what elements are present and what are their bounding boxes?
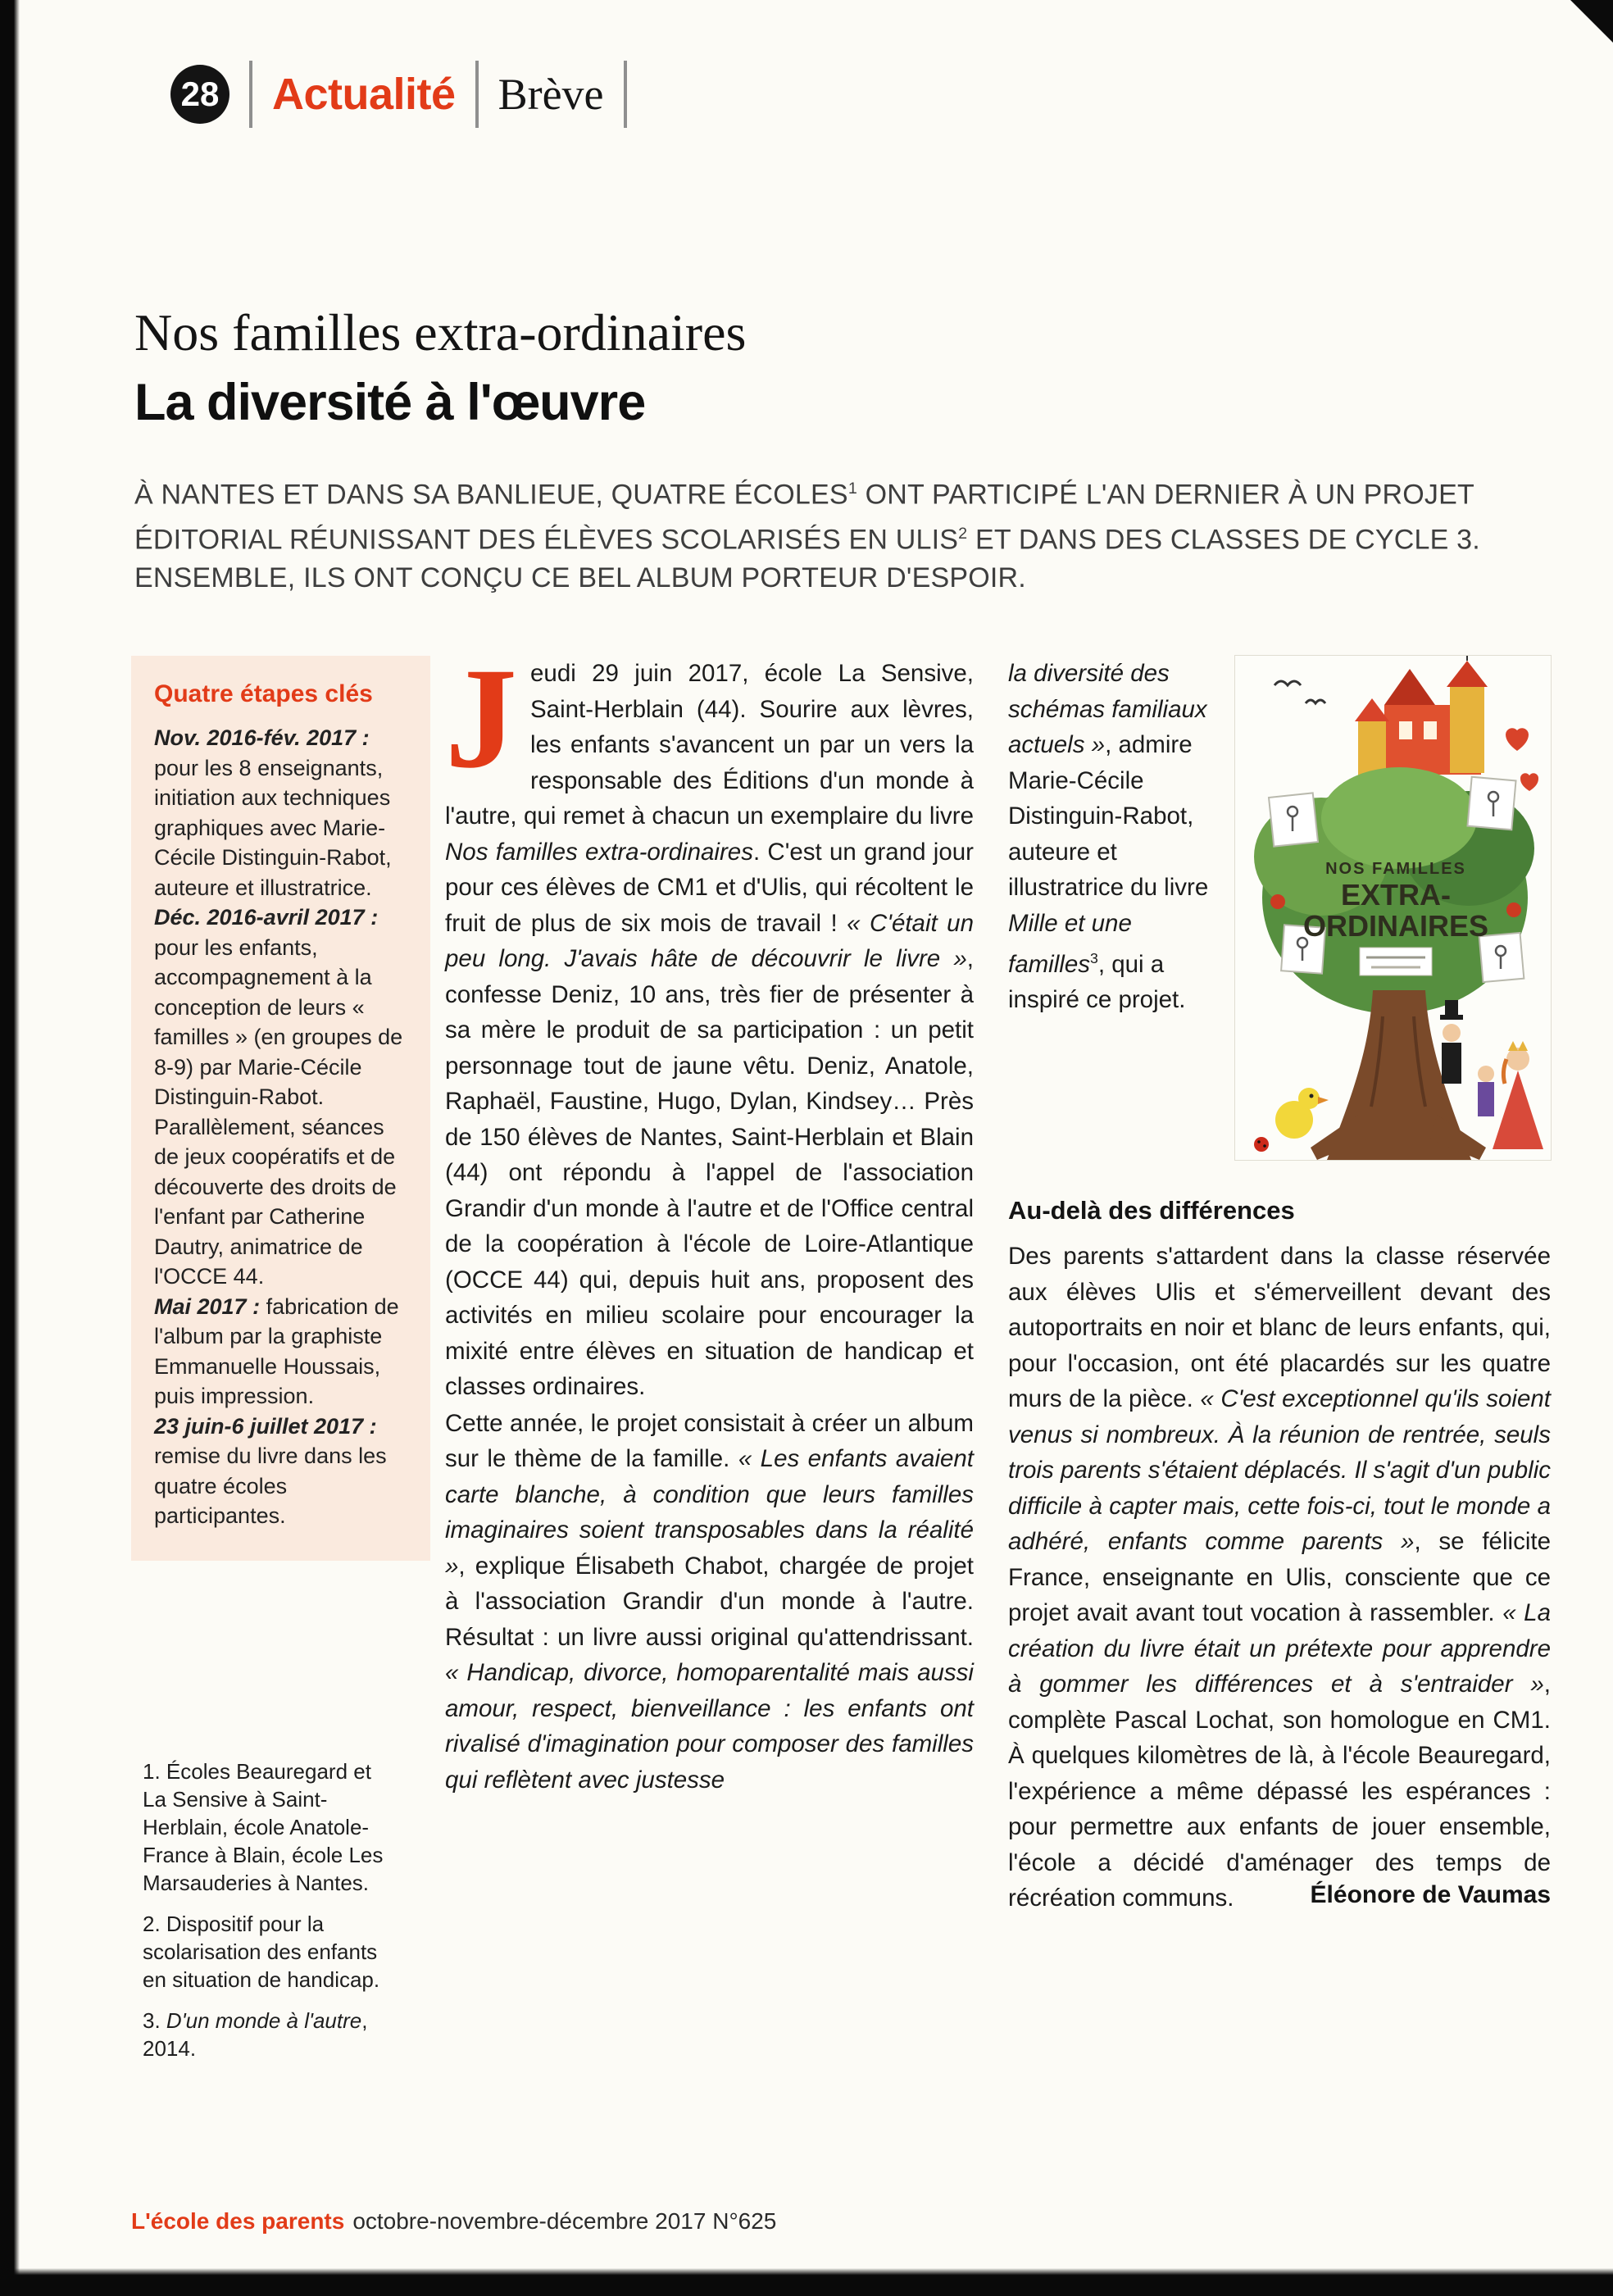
key-step-3 [154,1292,409,1412]
key-steps-box [131,656,430,1561]
middle-column [445,639,975,1798]
key-step-2-text: pour les enfants, accompagnement à la conception de leurs « familles » (en groupes de 8-9) par Marie-Cécile Distinguin-Rabot. Parallèlement, séances de jeux coopératifs et de découverte des droits de l'enfant par Catherine Dautry, animatrice de l'OCCE 44. [154,934,403,1289]
scan-edge-bottom [0,2268,1613,2296]
key-step-4 [154,1412,409,1531]
section-subhead: Au-delà des différences [1008,1196,1295,1225]
paragraph-1-text: eudi 29 juin 2017, école La Sensive, Saint-Herblain (44). Sourire aux lèvres, les enfants s'avancent un par un vers la responsable des Éditions d'un monde à l'autre, qui remet à chacun un exemplaire du livre Nos familles extra-ordinaires. C'est un grand jour pour ces élèves de CM1 et d'Ulis, qui récoltent le fruit de plus de six mois de travail ! « C'était un peu long. J'avais hâte de découvrir le livre », confesse Deniz, 10 ans, très fier de présenter à sa mère le produit de sa participation : un petit personnage tout de jaune vêtu. Deniz, Anatole, Raphaël, Faustine, Hugo, Dylan, Kindsey… Près de 150 élèves de Nantes, Saint-Herblain et Blain (44) ont répondu à l'appel de l'association Grandir d'un monde à l'autre et de l'Office central de la coopération à l'école de Loire-Atlantique (OCCE 44) qui, depuis huit ans, proposent des activités en milieu scolaire pour encourager la mixité entre élèves en situation de handicap et classes ordinaires. [445,660,974,1400]
right-column-top [1008,656,1551,1160]
article-title: La diversité à l'œuvre [134,374,646,432]
cover-title-line3: ORDINAIRES [1302,909,1489,943]
magazine-name: L'école des parents [131,2208,345,2234]
key-step-2-date: Déc. 2016-avril 2017 : [154,905,379,930]
subsection-label: Brève [498,70,604,119]
key-step-4-date: 23 juin-6 juillet 2017 : [154,1413,377,1439]
page-number-badge: 28 [170,65,229,124]
section-label: Actualité [272,70,456,119]
key-step-4-text: remise du livre dans les quatre écoles participantes. [154,1444,387,1528]
book-cover-illustration [1235,656,1551,1160]
article-paragraph-2: Cette année, le projet consistait à créer un album sur le thème de la famille. « Les enfants avaient carte blanche, à condition que leurs familles imaginaires soient transposables dans la réalité », explique Élisabeth Chabot, chargée de projet à l'association Grandir d'un monde à l'autre. Résultat : un livre aussi original qu'attendrissant. « Handicap, divorce, homoparentalité mais aussi amour, respect, bienveillance : les enfants ont rivalisé d'imagination pour composer des familles qui reflètent avec justesse [445,1409,975,1794]
key-step-3-date: Mai 2017 : [154,1293,261,1319]
article-title-block [134,305,1536,598]
paragraph-continuation: la diversité des schémas familiaux actuels », admire Marie-Cécile Distinguin-Rabot, auteure et illustratrice du livre Mille et une familles$^3$, qui a inspiré ce projet. [1008,660,1209,1014]
cover-credit-label [1360,948,1432,975]
drop-cap: J [445,639,517,798]
header-divider [624,61,627,128]
header-divider [249,61,252,128]
footnote-1: 1. Écoles Beauregard et La Sensive à Saint-Herblain, école Anatole-France à Blain, école Les Marsauderies à Nantes. [143,1758,384,1895]
right-column [1008,656,1551,1912]
page-header [170,61,627,128]
article-kicker: Nos familles extra-ordinaires [134,303,747,361]
key-steps-title: Quatre étapes clés [154,680,373,707]
footnote-3: 3. D'un monde à l'autre, 2014. [143,2007,368,2061]
article-paragraph-3: Des parents s'attardent dans la classe réservée aux élèves Ulis et s'émerveillent devant des autoportraits en noir et blanc de leurs enfants, qui, pour l'occasion, ont été placardés sur les quatre murs de la pièce. « C'est exceptionnel qu'ils soient venus si nombreux. À la réunion de rentrée, seuls trois parents s'étaient déplacés. Il s'agit d'un public difficile à capter mais, cette fois-ci, tout le monde a adhéré, enfants comme parents », se félicite France, enseignante en Ulis, consciente que ce projet avait avant tout vocation à rassembler. « La création du livre était un prétexte pour apprendre à gommer les différences et à s'entraider », complète Pascal Lochat, son homologue en CM1. À quelques kilomètres de là, à l'école Beauregard, l'expérience a même dépassé les espérances : pour permettre aux enfants de jouer ensemble, l'école a décidé d'aménager des temps de récréation communs. [1008,1243,1551,1912]
book-cover-image [1235,656,1551,1160]
issue-info: octobre-novembre-décembre 2017 N°625 [352,2208,777,2234]
cover-title-line2: EXTRA- [1341,878,1451,912]
article-paragraph-1 [445,639,974,1405]
header-divider [475,61,479,128]
key-step-3-text: fabrication de l'album par la graphiste Emmanuelle Houssais, puis impression. [154,1293,399,1408]
scan-corner-top-right [1570,0,1613,43]
scan-edge-left [0,0,20,2296]
author-byline: Éléonore de Vaumas [1310,1880,1551,1908]
left-column [131,656,430,2075]
page-footer [131,2208,776,2235]
key-step-1 [154,723,409,902]
key-step-1-text: pour les 8 enseignants, initiation aux techniques graphiques avec Marie-Cécile Distinguin-Rabot, auteure et illustratrice. [154,755,392,900]
key-step-1-date: Nov. 2016-fév. 2017 : [154,725,370,750]
footnote-2: 2. Dispositif pour la scolarisation des enfants en situation de handicap. [143,1911,380,1992]
cover-title-line1: NOS FAMILLES [1325,860,1466,878]
footnotes [131,1757,388,2062]
article-columns [131,639,1551,2075]
key-step-2 [154,902,409,1292]
article-standfirst: À NANTES ET DANS SA BANLIEUE, QUATRE ÉCOLES$^1$ ONT PARTICIPÉ L'AN DERNIER À UN PROJET ÉDITORIAL RÉUNISSANT DES ÉLÈVES SCOLARISÉS EN ULIS$^2$ ET DANS DES CLASSES DE CYCLE 3. ENSEMBLE, ILS ONT CONÇU CE BEL ALBUM PORTEUR D'ESPOIR. [134,479,1480,593]
